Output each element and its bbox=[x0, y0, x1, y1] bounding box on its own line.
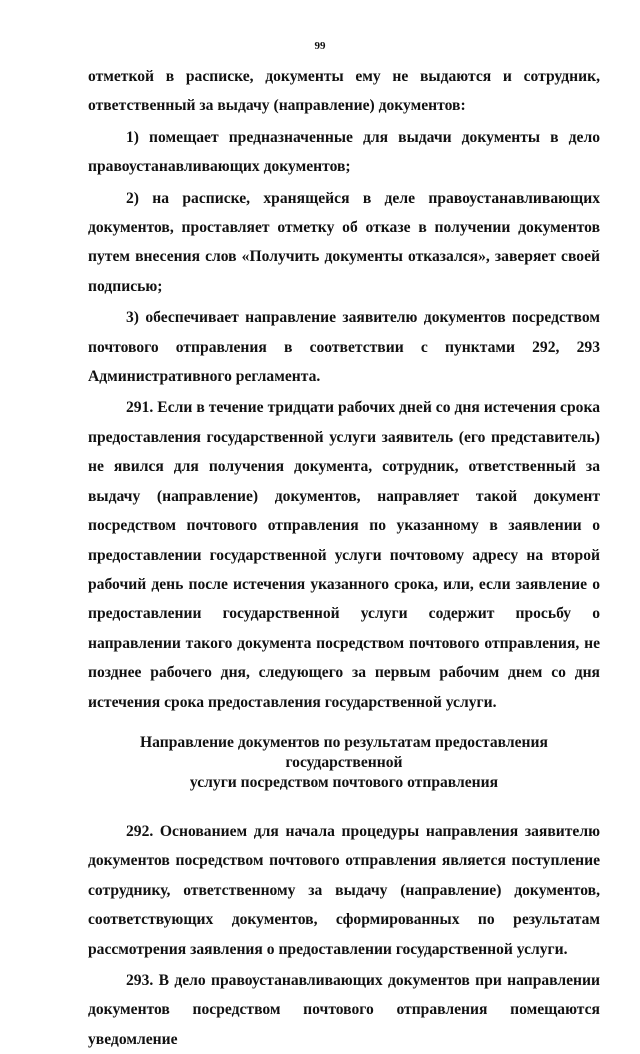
list-item-3: 3) обеспечивает направление заявителю документов посредством почтового отправления в соответствии с пунктами 292, 293 Административного регламента. bbox=[88, 309, 600, 386]
page-number: 99 bbox=[314, 40, 326, 52]
list-item-1: 1) помещает предназначенные для выдачи документы в дело правоустанавливающих документов; bbox=[88, 128, 600, 176]
paragraph-291: 291. Если в течение тридцати рабочих дней со дня истечения срока предоставления государственной услуги заявитель (его представитель) не явился для получения документа, сотрудник, ответственный за выдачу (направление) документов, направляет такой документ посредством почтового отправления по указанному в заявлении о предоставлении государственной услуги почтовому адресу на второй рабочий день после истечения указанного срока, или, если заявление о предоставлении государственной услуги содержит просьбу о направлении такого документа посредством почтового отправления, не позднее рабочего дня, следующего за первым рабочим днем со дня истечения срока предоставления государственной услуги. bbox=[88, 399, 600, 711]
section-heading-line-1: Направление документов по результатам предоставления государственной bbox=[140, 733, 548, 771]
section-heading bbox=[88, 733, 600, 793]
paragraph-292: 292. Основанием для начала процедуры направления заявителю документов посредством почтового отправления является поступление сотруднику, ответственному за выдачу (направление) документов, соответствующих документов, сформированных по результатам рассмотрения заявления о предоставлении государственной услуги. bbox=[88, 822, 600, 958]
paragraph-293: 293. В дело правоустанавливающих документов при направлении документов посредством почтового отправления помещаются уведомление bbox=[88, 971, 600, 1048]
section-heading-line-2: услуги посредством почтового отправления bbox=[189, 773, 499, 791]
paragraph: отметкой в расписке, документы ему не выдаются и сотрудник, ответственный за выдачу (направление) документов: bbox=[88, 68, 600, 115]
document-body bbox=[88, 62, 600, 1054]
list-item-2: 2) на расписке, хранящейся в деле правоустанавливающих документов, проставляет отметку об отказе в получении документов путем внесения слов «Получить документы отказался», заверяет своей подписью; bbox=[88, 189, 600, 295]
